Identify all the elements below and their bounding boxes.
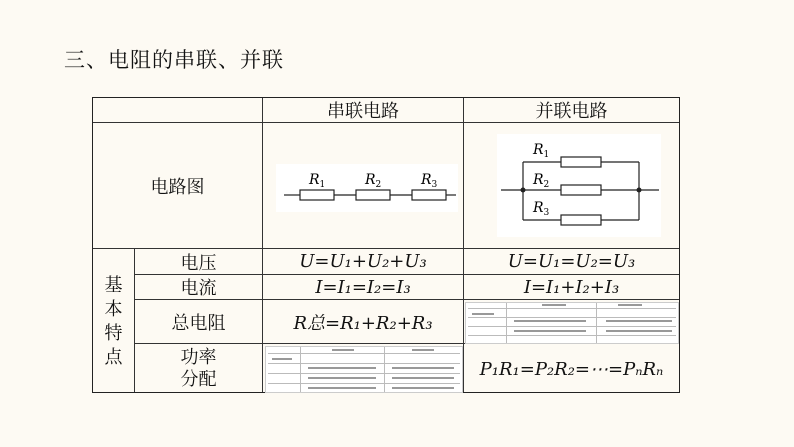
svg-text:R1: $R_1$	[533, 142, 550, 160]
series-power-thumbnail	[265, 346, 463, 393]
group-char: 特	[104, 322, 123, 344]
parallel-current-formula: I=I₁+I₂+I₃	[523, 276, 620, 298]
series-voltage-formula: U=U₁+U₂+U₃	[299, 251, 427, 272]
power-label	[135, 344, 262, 394]
parallel-circuit-diagram	[497, 134, 661, 237]
diagram-row-label: 电路图	[150, 176, 205, 198]
svg-text:R2: $R_2$	[365, 172, 382, 190]
section-title: 三、电阻的串联、并联	[64, 48, 284, 72]
svg-text:R3: $R_3$	[421, 172, 438, 190]
series-resistance-formula: R总=R₁+R₂+R₃	[293, 312, 433, 334]
header-series: 串联电路	[327, 101, 399, 122]
svg-text:R1: $R_1$	[309, 172, 326, 190]
header-parallel: 并联电路	[535, 101, 608, 122]
group-char: 本	[104, 298, 123, 320]
series-current-formula: I=I₁=I₂=I₃	[315, 276, 411, 298]
power-label-line1: 功率	[180, 347, 217, 368]
group-char: 基	[104, 274, 123, 296]
basic-features-label	[93, 249, 134, 394]
parallel-resistance-thumbnail	[465, 302, 679, 344]
parallel-power-formula: P₁R₁=P₂R₂=⋯=PₙRₙ	[479, 358, 664, 380]
col-divider	[262, 98, 263, 392]
power-label-line2: 分配	[180, 369, 217, 390]
group-char: 点	[104, 346, 123, 368]
voltage-label: 电压	[180, 252, 217, 274]
series-circuit-diagram	[276, 164, 458, 212]
svg-text:R2: $R_2$	[533, 172, 550, 190]
current-label: 电流	[180, 278, 217, 299]
comparison-table	[92, 97, 680, 393]
resistance-label: 总电阻	[171, 312, 226, 334]
svg-text:R3: $R_3$	[533, 200, 550, 218]
parallel-voltage-formula: U=U₁=U₂=U₃	[507, 251, 636, 272]
